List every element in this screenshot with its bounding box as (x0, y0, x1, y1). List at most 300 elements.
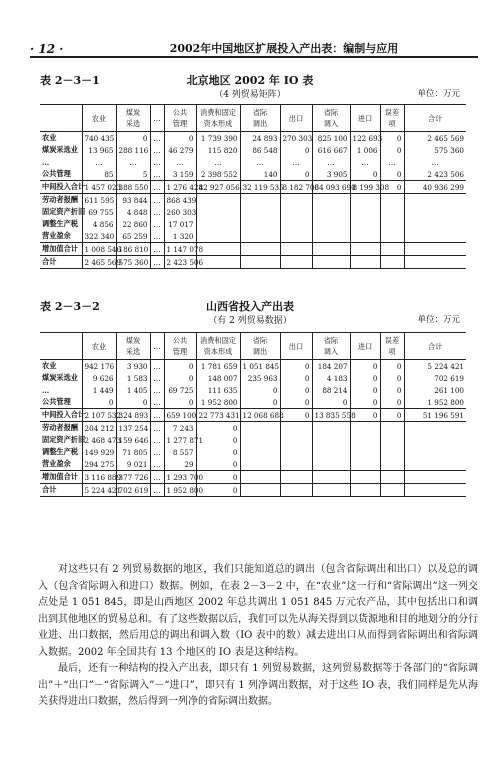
table-cell (380, 422, 404, 435)
table-cell (280, 243, 312, 256)
table-cell: … (150, 256, 164, 269)
running-title: 2002年中国地区扩展投入产出表：编制与应用 (169, 42, 399, 55)
table-cell: 0 (280, 384, 312, 396)
table-cell (280, 256, 312, 269)
table-cell: 46 279 (164, 144, 196, 156)
column-header: 合计 (404, 105, 466, 132)
table-cell: 1 006 (350, 144, 380, 156)
table2-number: 表 2－3－2 (40, 300, 100, 313)
table-cell: … (150, 181, 164, 194)
table-cell: 2 465 569 (404, 132, 466, 145)
table-cell: … (150, 396, 164, 409)
row-label: 营业盈余 (42, 231, 71, 240)
table-cell (404, 243, 466, 256)
table-cell: 8 199 308 (350, 181, 380, 194)
table-cell: 0 (164, 132, 196, 145)
row-label: … (42, 385, 50, 395)
table-cell: 575 360 (116, 256, 150, 269)
row-label: 公共管理 (42, 397, 71, 406)
column-header: 煤炭 采选 (116, 333, 150, 360)
table-cell: … (312, 156, 350, 168)
table-row (40, 218, 466, 230)
table-cell: 5 (116, 168, 150, 181)
table-cell: … (150, 434, 164, 446)
table-cell (280, 422, 312, 435)
row-label: 公共管理 (42, 169, 71, 178)
table-cell (380, 194, 404, 207)
table-cell (404, 446, 466, 458)
table-row (40, 484, 466, 497)
table-cell: 0 (164, 360, 196, 373)
table-cell (240, 218, 280, 230)
table2-title: 山西省投入产出表 (206, 300, 294, 313)
table-cell: 42 927 056 (196, 181, 240, 194)
table-cell (404, 194, 466, 207)
table-cell: … (150, 484, 164, 497)
table-cell: … (196, 156, 240, 168)
table-cell: 2 107 532 (82, 409, 116, 422)
table-cell (404, 458, 466, 471)
row-label: 增加值合计 (40, 471, 82, 484)
table-cell: 0 (380, 360, 404, 373)
row-label: 调整生产税 (42, 447, 78, 456)
table-cell (280, 471, 312, 484)
table2-unit: 单位：万元 (417, 315, 460, 325)
table-cell: 1 457 023 (82, 181, 116, 194)
table-cell: 111 635 (196, 384, 240, 396)
table-cell: … (82, 156, 116, 168)
table-cell: 86 548 (240, 144, 280, 156)
table-cell: 34 093 690 (312, 181, 350, 194)
column-header: 省际 调出 (240, 333, 280, 360)
table-cell (380, 484, 404, 497)
table-cell: 1 781 659 (196, 360, 240, 373)
table-cell: 0 (196, 458, 240, 471)
table-cell: 0 (196, 446, 240, 458)
table-cell: 0 (196, 422, 240, 435)
table-cell: 388 550 (116, 181, 150, 194)
table-cell: … (150, 206, 164, 218)
table-cell: 1 739 390 (196, 132, 240, 145)
table-cell: … (150, 422, 164, 435)
table-cell (312, 194, 350, 207)
row-label: 劳动者报酬 (42, 423, 78, 432)
column-header: … (150, 333, 164, 360)
table-cell: 17 017 (164, 218, 196, 230)
table-row (40, 446, 466, 458)
table-cell: 0 (350, 168, 380, 181)
table-cell (280, 434, 312, 446)
table-cell (312, 422, 350, 435)
table-cell: 702 619 (116, 484, 150, 497)
table-cell: 85 (82, 168, 116, 181)
table-cell (350, 458, 380, 471)
table-cell: 65 259 (116, 230, 150, 243)
table-cell (196, 218, 240, 230)
table-cell: 322 340 (82, 230, 116, 243)
table-cell (380, 458, 404, 471)
table-cell: … (150, 360, 164, 373)
table-cell: 0 (116, 132, 150, 145)
table-cell: 0 (280, 168, 312, 181)
table-cell: 3 905 (312, 168, 350, 181)
table-row (40, 384, 466, 396)
table-cell: … (150, 168, 164, 181)
table-cell: 1 952 800 (404, 396, 466, 409)
table1-subtitle: （4 列贸易矩阵） (214, 90, 286, 100)
table-cell (404, 471, 466, 484)
table-cell: 324 893 (116, 409, 150, 422)
table-cell: 377 726 (116, 471, 150, 484)
table-cell: … (150, 384, 164, 396)
table-cell (240, 230, 280, 243)
table-cell: … (150, 446, 164, 458)
table-cell: 0 (380, 168, 404, 181)
table-cell: 13 835 558 (312, 409, 350, 422)
table-cell: 0 (312, 396, 350, 409)
table-cell: 0 (380, 132, 404, 145)
table-cell: 5 224 421 (82, 484, 116, 497)
row-label: 营业盈余 (42, 459, 71, 468)
table-row (40, 256, 466, 269)
table-row (40, 458, 466, 471)
table-cell (240, 434, 280, 446)
table-cell: … (150, 471, 164, 484)
column-header: 误差 项 (380, 105, 404, 132)
table-cell: 702 619 (404, 372, 466, 384)
column-header: 合计 (404, 333, 466, 360)
table-cell: 13 965 (82, 144, 116, 156)
table-cell (196, 194, 240, 207)
table-cell (312, 243, 350, 256)
table-cell: 1 405 (116, 384, 150, 396)
table-cell: 868 439 (164, 194, 196, 207)
column-header: 消费和固定 资本形成 (196, 333, 240, 360)
table-cell: 1 952 800 (196, 396, 240, 409)
table-cell: 2 468 473 (82, 434, 116, 446)
table-cell (240, 243, 280, 256)
row-label: 农业 (42, 133, 57, 142)
table-row (40, 372, 466, 384)
row-label: 煤炭采选业 (42, 373, 78, 382)
table-cell: … (150, 144, 164, 156)
table-header-row (40, 105, 466, 132)
table-cell (350, 446, 380, 458)
table-cell (240, 458, 280, 471)
table-cell: 659 100 (164, 409, 196, 422)
table-cell: 942 176 (82, 360, 116, 373)
table-cell: 0 (380, 144, 404, 156)
table-cell: 0 (280, 372, 312, 384)
table-row (40, 230, 466, 243)
table-cell (312, 434, 350, 446)
table-row (40, 206, 466, 218)
column-header: 省际 调出 (240, 105, 280, 132)
table-cell: 32 119 535 (240, 181, 280, 194)
table-row (40, 194, 466, 207)
column-header: 出口 (280, 333, 312, 360)
table-cell: 235 963 (240, 372, 280, 384)
table-header-row (40, 333, 466, 360)
table-cell: 9 626 (82, 372, 116, 384)
table2-heading (40, 298, 460, 328)
table-cell: 260 303 (164, 206, 196, 218)
table-cell: 0 (196, 484, 240, 497)
table-cell (350, 471, 380, 484)
column-header: 省际 调入 (312, 333, 350, 360)
table-cell: 69 725 (164, 384, 196, 396)
table-cell: … (164, 156, 196, 168)
table-cell (312, 256, 350, 269)
table-cell (350, 206, 380, 218)
row-label: 煤炭采选业 (42, 145, 78, 154)
table-cell: 1 449 (82, 384, 116, 396)
column-header: … (150, 105, 164, 132)
table-cell: 24 893 (240, 132, 280, 145)
table-cell: 0 (350, 384, 380, 396)
table-cell: … (150, 194, 164, 207)
table-cell: 8 182 706 (280, 181, 312, 194)
table-cell: 0 (280, 144, 312, 156)
row-label: 固定资产折旧 (42, 207, 86, 216)
table-cell: … (150, 230, 164, 243)
row-label: 合计 (40, 256, 82, 269)
table-cell: 93 844 (116, 194, 150, 207)
table-cell: 148 007 (196, 372, 240, 384)
table-cell: 0 (380, 372, 404, 384)
table-cell: 204 212 (82, 422, 116, 435)
row-label: 劳动者报酬 (42, 195, 78, 204)
page-number: · 12 · (30, 42, 64, 56)
table-cell: … (280, 156, 312, 168)
table-cell: 7 243 (164, 422, 196, 435)
table-cell: 616 667 (312, 144, 350, 156)
table1-unit: 单位：万元 (417, 89, 460, 99)
table-cell: 4 856 (82, 218, 116, 230)
table1-heading (40, 72, 460, 102)
table-cell: 149 929 (82, 446, 116, 458)
table-cell: 0 (116, 396, 150, 409)
table-cell (350, 256, 380, 269)
table-cell: 1 147 078 (164, 243, 196, 256)
table-cell: 9 021 (116, 458, 150, 471)
table-cell: 1 320 (164, 230, 196, 243)
table-row (40, 168, 466, 181)
table-row (40, 422, 466, 435)
table-cell (280, 194, 312, 207)
table-cell (280, 484, 312, 497)
table-cell (196, 230, 240, 243)
table-row (40, 360, 466, 373)
table-cell (350, 194, 380, 207)
table-cell (280, 230, 312, 243)
column-header: 消费和固定 资本形成 (196, 105, 240, 132)
table-cell: 3 159 (164, 168, 196, 181)
table-cell (312, 471, 350, 484)
table-cell: … (150, 218, 164, 230)
table-cell: 825 100 (312, 132, 350, 145)
table-cell (312, 484, 350, 497)
table-cell (312, 230, 350, 243)
table-cell (240, 471, 280, 484)
table-cell: 0 (350, 360, 380, 373)
table-cell: 22 860 (116, 218, 150, 230)
table-cell: 71 805 (116, 446, 150, 458)
table-cell: 115 820 (196, 144, 240, 156)
table-cell: 0 (380, 181, 404, 194)
corner-cell (40, 105, 82, 132)
table-cell: 1 008 546 (82, 243, 116, 256)
table-cell: 1 276 428 (164, 181, 196, 194)
table-cell (350, 243, 380, 256)
column-header: 出口 (280, 105, 312, 132)
table-cell: 1 952 800 (164, 484, 196, 497)
table-cell (280, 218, 312, 230)
table-cell (312, 218, 350, 230)
row-label: 调整生产税 (42, 219, 78, 228)
table-cell: 611 595 (82, 194, 116, 207)
table-cell (240, 206, 280, 218)
table-cell: … (404, 156, 466, 168)
table-cell: 0 (280, 360, 312, 373)
table-cell (240, 256, 280, 269)
table-row (40, 132, 466, 145)
column-header: 进口 (350, 105, 380, 132)
column-header: 公共 管理 (164, 105, 196, 132)
table-cell (380, 434, 404, 446)
table-cell: 1 293 700 (164, 471, 196, 484)
table-cell: 69 755 (82, 206, 116, 218)
table-cell: 2 465 569 (82, 256, 116, 269)
table-cell: 0 (280, 409, 312, 422)
table-cell (350, 230, 380, 243)
table-cell: 740 435 (82, 132, 116, 145)
table-cell: 1 277 871 (164, 434, 196, 446)
table-cell: 0 (82, 396, 116, 409)
table-cell: 137 254 (116, 422, 150, 435)
table-cell (380, 243, 404, 256)
row-label: 中间投入合计 (40, 409, 82, 422)
table-cell (380, 471, 404, 484)
table1-title: 北京地区 2002 年 IO 表 (186, 74, 314, 87)
table-cell: 0 (196, 471, 240, 484)
table-cell (404, 206, 466, 218)
table-cell (350, 484, 380, 497)
table-cell: 186 810 (116, 243, 150, 256)
table-row (40, 471, 466, 484)
table-cell: 3 116 889 (82, 471, 116, 484)
table-cell (404, 256, 466, 269)
running-header (30, 38, 478, 58)
table-cell (350, 218, 380, 230)
table-cell: 0 (350, 372, 380, 384)
table-cell (404, 484, 466, 497)
column-header: 省际 调入 (312, 105, 350, 132)
table-cell: 2 423 506 (164, 256, 196, 269)
row-label: 固定资产折旧 (42, 435, 86, 444)
table-cell (404, 230, 466, 243)
table2-subtitle: （有 2 列贸易数据） (208, 316, 292, 326)
table-cell: 0 (280, 396, 312, 409)
table-cell: 0 (380, 396, 404, 409)
table-cell (350, 434, 380, 446)
table-row (40, 144, 466, 156)
table-cell (404, 434, 466, 446)
table-cell: 0 (240, 384, 280, 396)
table-cell (280, 458, 312, 471)
table-cell: … (380, 156, 404, 168)
table-cell: 140 (240, 168, 280, 181)
row-label: 中间投入合计 (40, 181, 82, 194)
column-header: 农业 (82, 333, 116, 360)
table-cell: 0 (350, 396, 380, 409)
table-cell: 12 068 688 (240, 409, 280, 422)
table1 (40, 104, 466, 269)
table-row (40, 243, 466, 256)
table-cell: … (150, 156, 164, 168)
table-cell (380, 256, 404, 269)
table-cell: 1 051 845 (240, 360, 280, 373)
table-cell (280, 446, 312, 458)
table-cell (240, 194, 280, 207)
table-cell: 4 183 (312, 372, 350, 384)
table-cell: 8 557 (164, 446, 196, 458)
table-cell: 2 398 552 (196, 168, 240, 181)
table-cell: 3 930 (116, 360, 150, 373)
table-row (40, 409, 466, 422)
table-cell (240, 422, 280, 435)
paragraph: 最后，还有一种结构的投入产出表，即只有 1 列贸易数据，这列贸易数据等于各部门的“省际调出”＋“出口”－“省际调入”－“进口”，即只有 1 列净调出数据，对于这些 IO 表，我们同样是先从海关获得进出口数据，然后得到一列净的省际调出数据。 (38, 663, 478, 707)
table-cell (312, 446, 350, 458)
table-cell (380, 446, 404, 458)
table-cell: 288 116 (116, 144, 150, 156)
table-cell (196, 206, 240, 218)
row-label: 合计 (40, 484, 82, 497)
table-cell: 5 224 421 (404, 360, 466, 373)
paragraph: 对这些只有 2 列贸易数据的地区，我们只能知道总的调出（包含省际调出和出口）以及总的调入（包含省际调入和进口）数据。例如，在表 2－3－2 中，在“农业”这一行和“省际调出”这一列交点处是 1 051 845，即是山西地区 2002 年总共调出 1 051 845 万元农产品，其中包括出口和调出到其他地区的贸易总和。有了这些数据以后，我们可以先从海关得到以货源地和目的地划分的分行业进、出口数据，然后用总的调出和调入数（IO 表中的数）减去进出口从而得到省际调出和省际调入数据。2002 年全国共有 13 个地区的 IO 表是这种结构。 (38, 564, 478, 658)
table-cell (312, 458, 350, 471)
column-header: 煤炭 采选 (116, 105, 150, 132)
table-cell (404, 218, 466, 230)
table-cell: 0 (240, 396, 280, 409)
table-cell: … (350, 156, 380, 168)
table-cell: … (150, 458, 164, 471)
table-cell (350, 422, 380, 435)
table-cell: … (150, 372, 164, 384)
row-label: 农业 (42, 361, 57, 370)
table-cell: … (150, 132, 164, 145)
table-cell: 4 848 (116, 206, 150, 218)
table-cell (240, 446, 280, 458)
body-text (38, 562, 478, 711)
table-cell: 22 773 431 (196, 409, 240, 422)
table-cell: 88 214 (312, 384, 350, 396)
table-cell: … (150, 243, 164, 256)
table-cell (312, 206, 350, 218)
table-cell: 294 275 (82, 458, 116, 471)
corner-cell (40, 333, 82, 360)
table-cell: 184 207 (312, 360, 350, 373)
table-cell (380, 218, 404, 230)
column-header: 公共 管理 (164, 333, 196, 360)
column-header: 进口 (350, 333, 380, 360)
table-cell: 0 (164, 396, 196, 409)
table-cell: 261 100 (404, 384, 466, 396)
table-cell (240, 484, 280, 497)
table-cell: 29 (164, 458, 196, 471)
table-cell (380, 230, 404, 243)
table-cell: 159 646 (116, 434, 150, 446)
